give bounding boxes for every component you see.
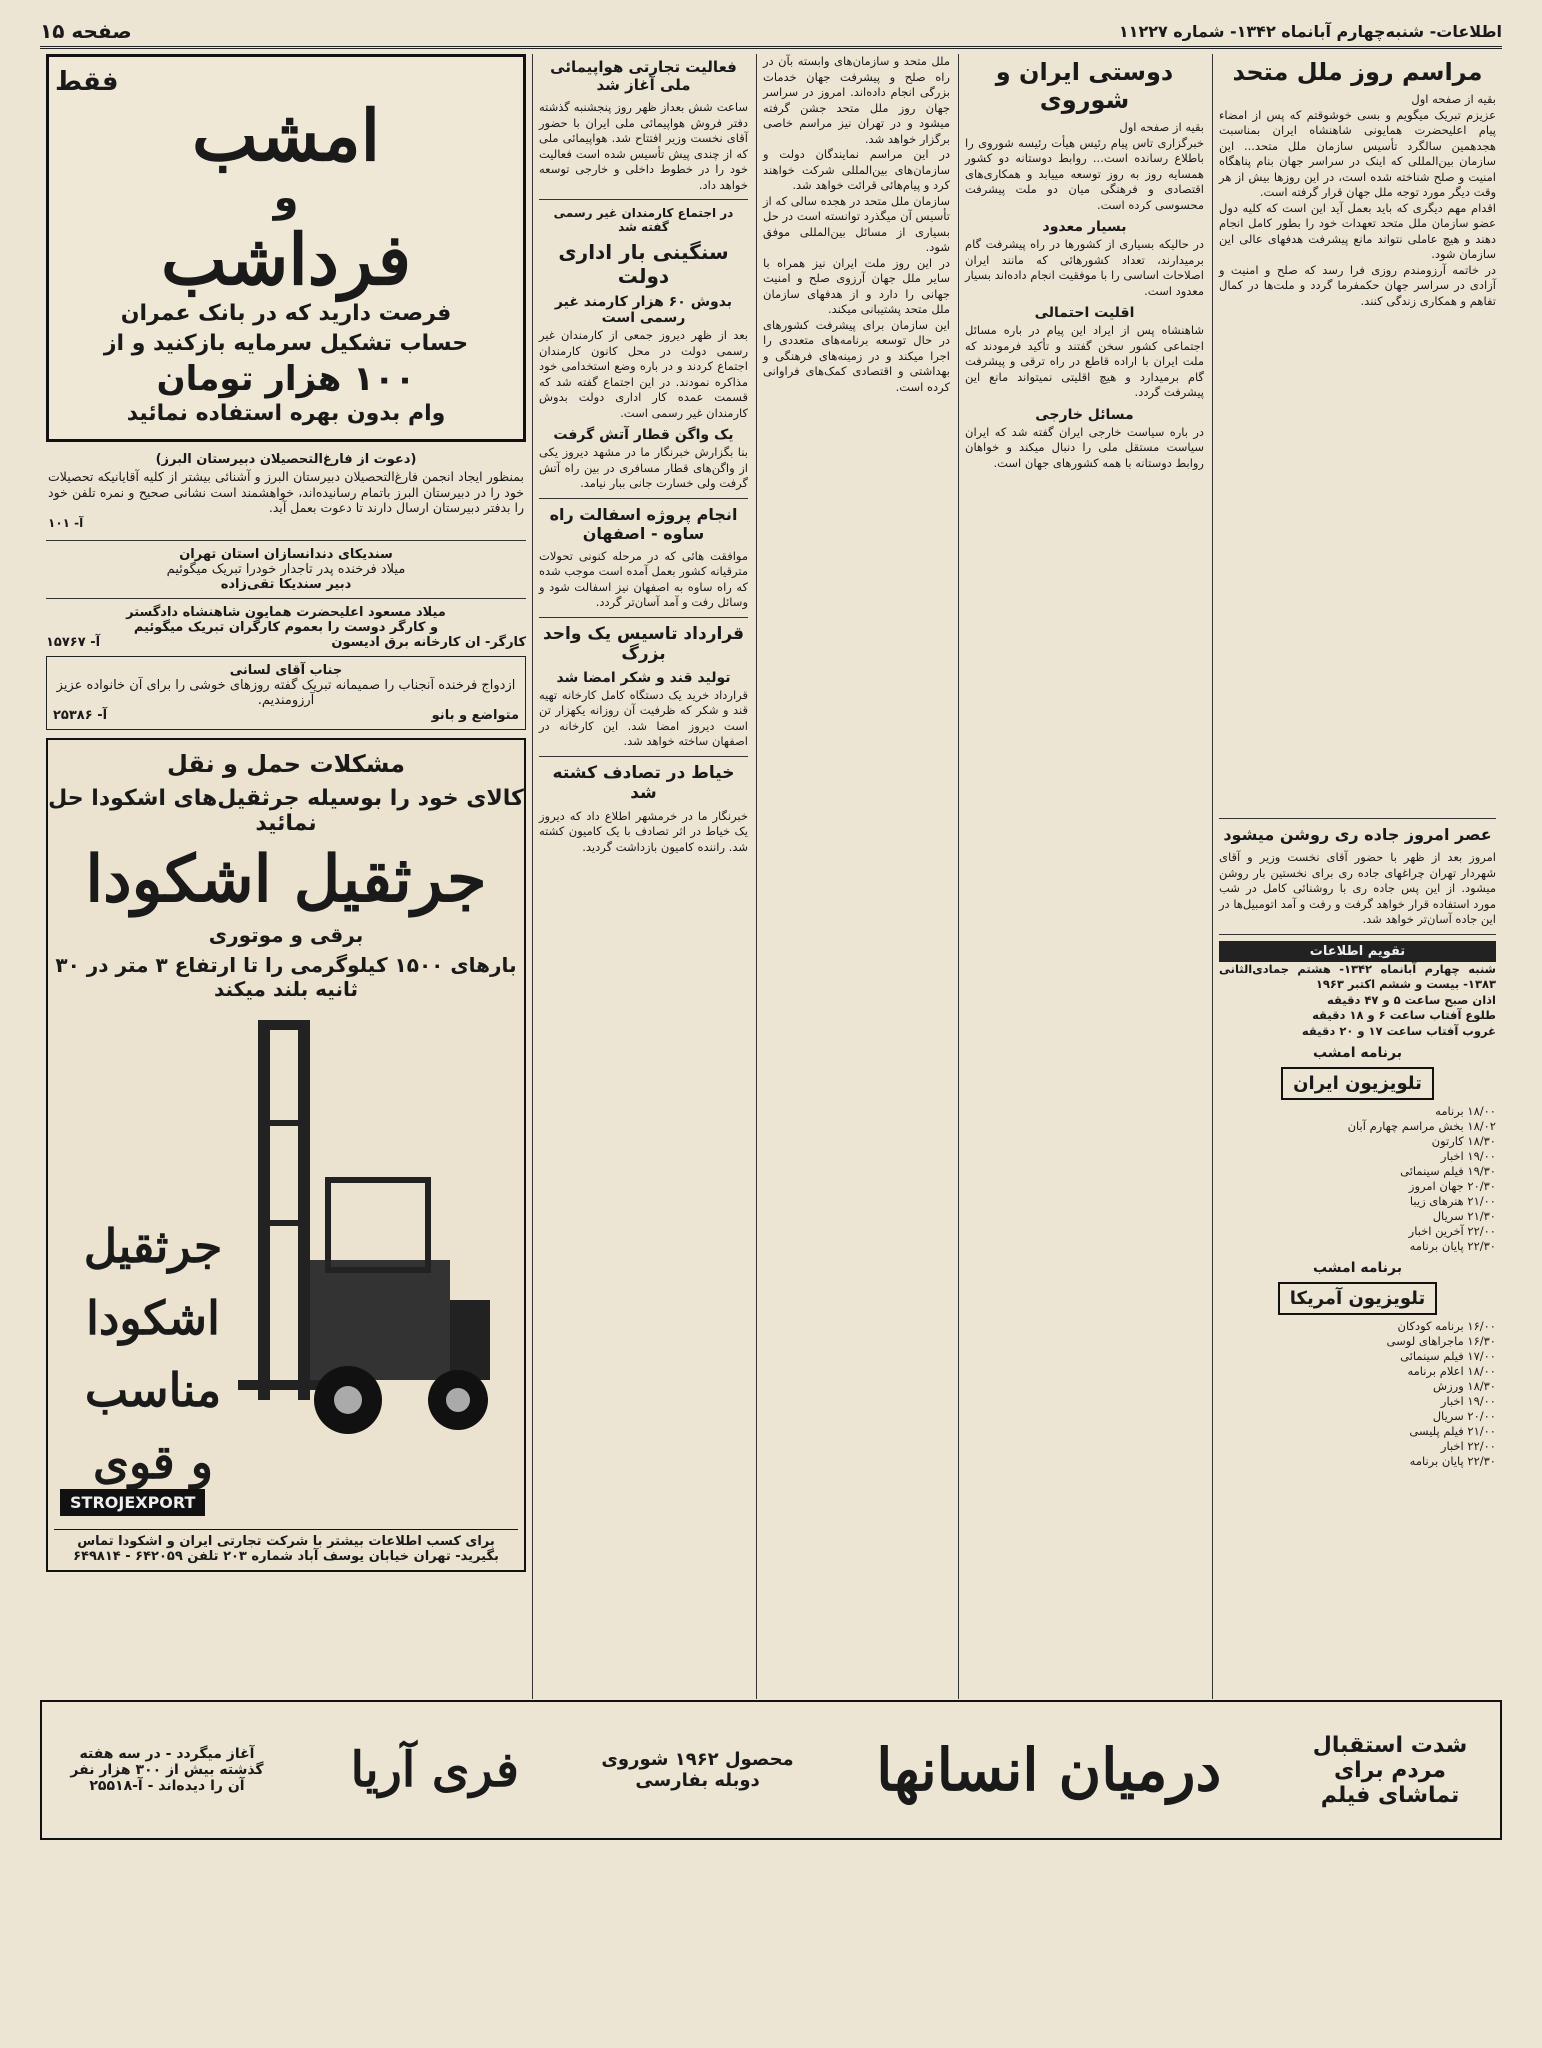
- tv-america-program-item: ۱۸/۳۰ ورزش: [1433, 1379, 1496, 1393]
- film-title: درمیان انسانها: [876, 1736, 1222, 1804]
- taqvim-body: شنبه چهارم آبانماه ۱۳۴۲- هشتم جمادی‌الثانی ۱۳۸۳- بیست و ششم اکتبر ۱۹۶۳ اذان صبح ساعت ۵ و ۴۷ دقیقه طلوع آفتاب ساعت ۶ و ۱۸ دقیقه غروب آفتاب ساعت ۱۷ و ۲۰ دقیقه: [1219, 961, 1496, 1038]
- skoda-line-1: کالای خود را بوسیله جرثقیل‌های اشکودا حل نمائید: [48, 785, 524, 836]
- iran-soviet-body-4: در باره سیاست خارجی ایران گفته شد که ایران سیاست مستقل ملی را دنبال میکند و خواهان روابط دوستانه با همه کشورهای جهان است.: [961, 424, 1204, 470]
- column-news: [532, 54, 754, 1699]
- staff-body: بعد از ظهر دیروز جمعی از کارمندان غیر رسمی دولت در محل کانون کارمندان اجتماع کردند و در باره وضع استخدامی خود مذاکره نمودند. در این اجتماع گفته شد که قسمت عمده کار اداری دولت بدوش کارمندان غیر رسمی است.: [535, 328, 748, 420]
- dentists-body: میلاد فرخنده پدر تاجدار خودرا تبریک میگوئیم: [166, 561, 406, 577]
- tv-america-program-item: ۱۷/۰۰ فیلم سینمائی: [1400, 1349, 1496, 1363]
- ad-tonight: امشب: [191, 94, 381, 177]
- tv-iran-program-item: ۱۸/۰۲ بخش مراسم چهارم آبان: [1347, 1119, 1496, 1133]
- staff-subtitle: بدوش ۶۰ هزار کارمند غیر رسمی است: [554, 294, 733, 326]
- header-page-number: صفحه ۱۵: [40, 19, 132, 43]
- staff-kicker: در اجتماع کارمندان غیر رسمی گفته شد: [553, 206, 734, 234]
- divider: [539, 617, 748, 618]
- column-continued: [756, 54, 956, 1699]
- sugar-title: قرارداد تاسیس یک واحد بزرگ: [542, 623, 745, 664]
- dentists-sign: دبیر سندیکا تقی‌زاده: [220, 576, 352, 592]
- alborz-notice: [46, 442, 526, 534]
- tv-america-program-item: ۲۰/۰۰ سریال: [1432, 1409, 1496, 1423]
- program-label: برنامه امشب: [1312, 1045, 1403, 1061]
- ad-and: و: [273, 175, 299, 221]
- skoda-type: برقی و موتوری: [208, 922, 364, 947]
- tv-america-program-item: ۱۸/۰۰ اعلام برنامه: [1407, 1364, 1496, 1378]
- ad-line-2: حساب تشکیل سرمایه بازکنید و از: [103, 331, 469, 356]
- lesani-sign: متواضع و بانو: [431, 707, 519, 723]
- train-fire-body: بنا بگزارش خبرنگار ما در مشهد دیروز یکی از واگن‌های قطار مسافری در بین راه آتش گرفت ولی خسارت جانی ببار نیامد.: [535, 445, 748, 490]
- film-ad: [40, 1700, 1502, 1840]
- page-header: [40, 16, 1502, 49]
- subhead-minority: اقلیت احتمالی: [1034, 305, 1135, 321]
- column-iran-soviet: [958, 54, 1210, 1699]
- tv-america-program-item: ۲۲/۰۰ اخبار: [1440, 1439, 1496, 1453]
- un-day-title: مراسم روز ملل متحد: [1232, 58, 1483, 86]
- skoda-line-2: بارهای ۱۵۰۰ کیلوگرمی را تا ارتفاع ۳ متر در ۳۰ ثانیه بلند میکند: [55, 952, 517, 1001]
- rey-road-title: عصر امروز جاده ری روشن میشود: [1223, 825, 1492, 844]
- ad-tomorrow-night: فرداشب: [160, 218, 412, 301]
- edison-body: و کارگر دوست را بعموم کارگران تبریک میگوئیم: [133, 619, 439, 635]
- divider: [46, 598, 526, 599]
- tailor-body: خبرنگار ما در خرمشهر اطلاع داد که دیروز یک خیاط در اثر تصادف با یک کامیون کشته شد. راننده کامیون بازداشت گردید.: [535, 808, 748, 854]
- divider: [46, 540, 526, 541]
- strojexport-label: STROJEXPORT: [60, 1489, 205, 1516]
- tv-america-program-item: ۱۹/۰۰ اخبار: [1440, 1394, 1496, 1408]
- tv-iran-program-item: ۱۹/۳۰ فیلم سینمائی: [1400, 1164, 1496, 1178]
- divider: [539, 756, 748, 757]
- ad-only: فقط: [55, 67, 119, 97]
- skoda-brand: جرثقیل اشکودا: [85, 841, 487, 917]
- divider: [1219, 818, 1496, 819]
- ad-amount: ۱۰۰ هزار تومان: [156, 359, 416, 399]
- edison-notice: [46, 605, 526, 650]
- dentists-title: سندیکای دندانسازان استان تهران: [179, 546, 393, 562]
- program-label-2: برنامه امشب: [1312, 1260, 1403, 1276]
- tv-iran-program-item: ۲۰/۳۰ جهان امروز: [1408, 1179, 1496, 1193]
- cinema-name: فری آریا: [350, 1742, 519, 1798]
- skoda-forklift-ad: [46, 738, 526, 1572]
- alborz-code: آ- ۱۰۱: [48, 515, 84, 530]
- lesani-code: آ- ۲۵۳۸۶: [53, 707, 108, 723]
- train-fire-title: یک واگن قطار آتش گرفت: [553, 427, 734, 443]
- skoda-contact: برای کسب اطلاعات بیشتر با شرکت تجارتی ایران و اشکودا تماس بگیرید- تهران خیابان یوسف آباد شماره ۲۰۳ تلفن ۶۴۲۰۵۹ - ۶۴۹۸۱۴: [54, 1529, 518, 1564]
- column-un-day: [1212, 54, 1502, 1699]
- tv-iran-program-item: ۲۲/۰۰ آخرین اخبار: [1408, 1224, 1496, 1238]
- lesani-notice: [46, 656, 526, 730]
- rey-road-body: امروز بعد از ظهر با حضور آقای نخست وزیر و آقای شهردار تهران چراغهای جاده ری برای نخستین بار روشن میشود. از این پس جاده ری با روشنائی کامل در شب مورد استفاده قرار خواهد گرفت و رفت و آمد اتومبیل‌ها در این جاده آسان‌تر خواهد شد.: [1215, 850, 1496, 926]
- bank-omran-ad: [46, 54, 526, 442]
- taqvim-label: تقویم اطلاعات: [1219, 941, 1496, 962]
- tv-iran-program-item: ۲۱/۳۰ سریال: [1432, 1209, 1496, 1223]
- tv-america-program-item: ۱۶/۰۰ برنامه کودکان: [1397, 1319, 1496, 1333]
- film-origin: محصول ۱۹۶۲ شوروی دوبله بفارسی: [601, 1749, 794, 1791]
- tv-iran-program-item: ۱۹/۰۰ اخبار: [1440, 1149, 1496, 1163]
- tv-iran-program-item: ۲۲/۳۰ پایان برنامه: [1409, 1239, 1496, 1253]
- dentists-notice: [46, 547, 526, 592]
- tv-america-program-item: ۲۲/۳۰ پایان برنامه: [1409, 1454, 1496, 1468]
- iran-soviet-body-2: در حالیکه بسیاری از کشورها در راه پیشرفت گام برمیدارند، تعداد کشورهائی که مانند ایران اصلاحات اساسی را با موفقیت انجام داده‌اند بسیار معدود است.: [961, 237, 1204, 298]
- alborz-body: بمنظور ایجاد انجمن فارغ‌التحصیلان دبیرستان البرز و آشنائی بیشتر از کلیه آقایانیکه تحصیلات خود را در دبیرستان البرز باتمام رسانیده‌اند، خواهشمند است نشانی صحیح و نمره تلفن خود را بدفتر دبیرستان ارسال دارند تا دعوت بعمل آید.: [44, 469, 524, 515]
- road-body: موافقت هائی که در مرحله کنونی تحولات مترقیانه کشور بعمل آمده است موجب شده که راه ساوه به اصفهان نیز اسفالت شود و وسائل رفت و آمد آسان‌تر گردد.: [535, 548, 748, 609]
- lesani-title: جناب آقای لسانی: [229, 662, 343, 678]
- edison-sign: کارگر- ان کارخانه برق ادیسون: [331, 634, 526, 650]
- skoda-slogan: جرثقیل اشکودا مناسب و قوی: [83, 1218, 223, 1489]
- subhead-foreign: مسائل خارجی: [1035, 406, 1134, 423]
- tv-iran-program-item: ۲۱/۰۰ هنرهای زیبا: [1409, 1194, 1496, 1208]
- column-ads: [40, 54, 532, 1699]
- iran-soviet-body-3: شاهنشاه پس از ایراد این پیام در باره مسائل اجتماعی کشور سخن گفتند و تأکید فرمودند که ملت ایران با اراده قاطع در راه ترقی و پیشرفت گام برمیدارد و هیچ اقلیتی نمیتواند مانع این پیشرفت گردد.: [961, 323, 1204, 399]
- divider: [539, 498, 748, 499]
- tv-iran-program-item: ۱۸/۳۰ کارتون: [1431, 1134, 1496, 1148]
- divider: [1219, 934, 1496, 935]
- tv-iran-logo: تلویزیون ایران: [1281, 1067, 1434, 1100]
- sugar-subtitle: تولید قند و شکر امضا شد: [556, 669, 731, 686]
- ad-line-1: فرصت دارید که در بانک عمران: [120, 301, 452, 326]
- continued-body: ملل متحد و سازمان‌های وابسته بآن در راه صلح و پیشرفت جهان خدمات بزرگی انجام داده‌اند. امروز در سراسر جهان روز ملل متحد جشن گرفته میشود و در تهران نیز مراسم خاصی برگزار خواهد شد. در این مراسم نمایندگان دولت و سازمان‌های بین‌المللی شرکت خواهند کرد و پیام‌هائی قرائت خواهد شد. سازمان ملل متحد در هجده سالی که از تأسیس آن میگذرد توانسته است در حل بسیاری از مسائل بین‌المللی موفق شود. در این روز ملت ایران نیز همراه با سایر ملل جهان آرزوی صلح و امنیت جهانی را دارد و از هدفهای سازمان ملل متحد پشتیبانی میکند. این سازمان برای پیشرفت کشورهای در حال توسعه برنامه‌های متعددی را اجرا میکند و در زمینه‌های فرهنگی و بهداشتی و اقتصادی کمک‌های فراوانی کرده است.: [763, 54, 951, 394]
- ad-line-3: وام بدون بهره استفاده نمائید: [126, 401, 446, 426]
- film-ad-lead: شدت استقبال مردم برای تماشای فیلم: [1312, 1732, 1468, 1808]
- divider: [539, 199, 748, 200]
- forklift-illustration: [238, 1000, 518, 1460]
- film-ad-tail: آغاز میگردد - در سه هفته گذشته بیش از ۳۰۰ هزار نفر آن را دیده‌اند - آ-۲۵۵۱۸: [70, 1746, 264, 1794]
- lesani-body: ازدواج فرخنده آنجناب را صمیمانه تبریک گفته روزهای خوشی را برای آن خانواده عزیز آرزومندیم.: [56, 677, 516, 708]
- tailor-title: خیاط در تصادف کشته شد: [552, 762, 735, 803]
- edison-code: آ- ۱۵۷۶۷: [46, 634, 101, 650]
- airline-title: فعالیت تجارتی هواپیمائی ملی آغاز شد: [550, 58, 737, 94]
- tv-america-logo: تلویزیون آمریکا: [1278, 1282, 1438, 1315]
- staff-title: سنگینی بار اداری دولت: [558, 240, 729, 288]
- header-issue: اطلاعات- شنبه‌چهارم آبانماه ۱۳۴۲- شماره ۱۱۲۲۷: [1118, 21, 1502, 41]
- iran-soviet-body: بقیه از صفحه اول خبرگزاری تاس پیام رئیس هیأت رئیسه شوروی را باطلاع رسانده است... روابط دوستانه دو کشور همسایه روز به روز توسعه مییابد و همکاری‌های اقتصادی و فرهنگی میان دو ملت پیشرفت محسوسی کرده است.: [965, 120, 1204, 212]
- edison-title: میلاد مسعود اعلیحضرت همایون شاهنشاه دادگستر: [126, 604, 446, 620]
- un-day-body: بقیه از صفحه اول عزیزم تبریک میگویم و بسی خوشوقتم که پس از امضاء پیام اعلیحضرت همایونی شاهنشاه ایران بمناسبت هجدهمین سالگرد تأسیس سازمان ملل متحد... این سازمان بین‌المللی که اینک در سراسر جهان بنام پناهگاه امنیت و صلح شناخته شده است، در این روزها بیش از هر وقت دیگر مورد توجه ملل جهان قرار گرفته است. اقدام مهم دیگری که باید بعمل آید این است که کلیه دول عضو سازمان ملل متحد تعهدات خود را بطور کامل انجام دهند و هیچ عاملی نتواند مانع پیشرفت هدفهای عالی این سازمان شود. در خاتمه آرزومندم روزی فرا رسد که صلح و امنیت و آزادی در سراسر جهان حکمفرما گردد و ملت‌ها در کمال تفاهم و همکاری زندگی کنند.: [1219, 92, 1496, 308]
- alborz-title: (دعوت از فارغ‌التحصیلان دبیرستان البرز): [155, 452, 417, 467]
- airline-body: ساعت شش بعداز ظهر روز پنجشنبه گذشته دفتر فروش هواپیمائی ملی ایران با حضور آقای نخست وزیر افتتاح شد. هواپیمائی ملی که از چندی پیش تأسیس شده است فعالیت خود را در خطوط داخلی و خارجی توسعه خواهد داد.: [535, 100, 748, 192]
- tv-iran-program-item: ۱۸/۰۰ برنامه: [1435, 1104, 1496, 1118]
- skoda-top: مشکلات حمل و نقل: [166, 749, 406, 778]
- tv-america-programs: [1219, 1319, 1496, 1469]
- tv-america-program-item: ۲۱/۰۰ فیلم پلیسی: [1409, 1424, 1496, 1438]
- sugar-body: قرارداد خرید یک دستگاه کامل کارخانه تهیه قند و شکر که ظرفیت آن روزانه یکهزار تن است دیروز امضا شد. این کارخانه در اصفهان ساخته خواهد شد.: [535, 687, 748, 748]
- subhead-few: بسیار معدود: [1042, 219, 1127, 235]
- iran-soviet-title: دوستی ایران و شوروی: [995, 58, 1174, 114]
- tv-iran-programs: [1219, 1104, 1496, 1254]
- tv-america-program-item: ۱۶/۳۰ ماجراهای لوسی: [1386, 1334, 1496, 1348]
- road-title: انجام پروژه اسفالت راه ساوه - اصفهان: [549, 504, 738, 543]
